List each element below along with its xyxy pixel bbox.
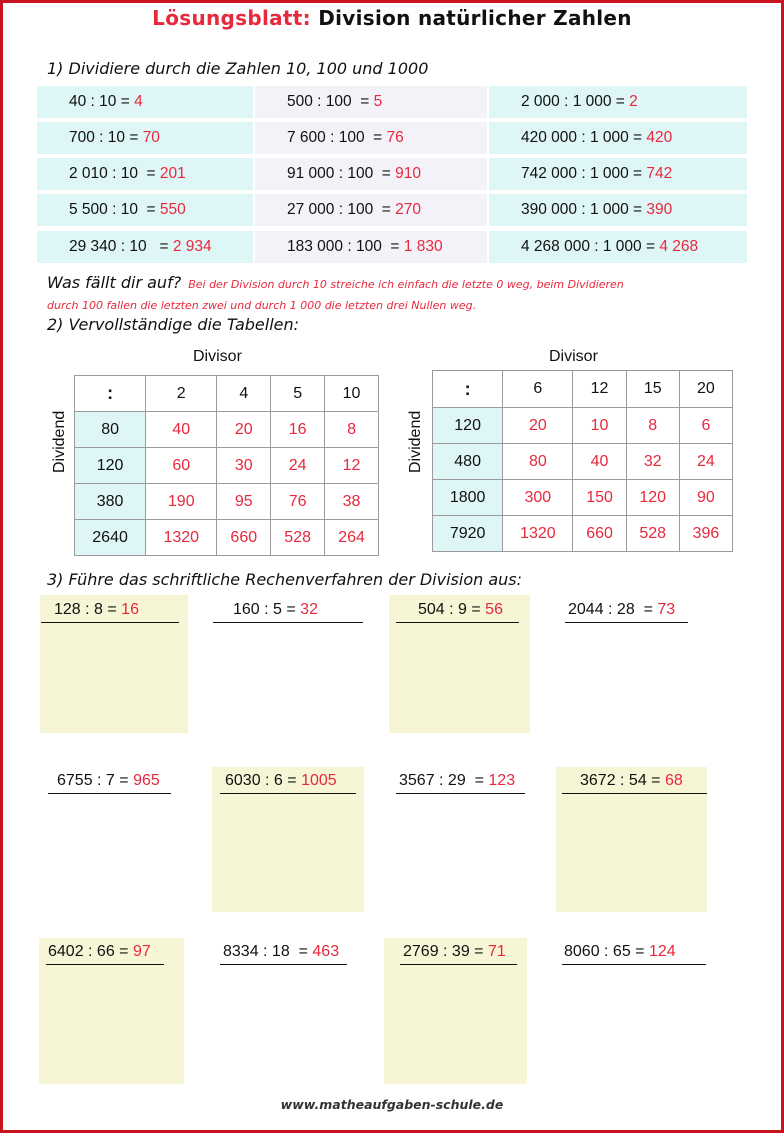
table-row [75,520,379,556]
table1-result-cell: 38 [325,484,379,520]
task1-result: 270 [395,201,422,218]
table1-result-cell: 190 [146,484,217,520]
division-expression: 6755 : 7 = [57,772,134,789]
table2-result-cell: 396 [679,516,732,552]
task1-cell [37,194,253,226]
table2-result-cell: 32 [626,444,679,480]
page-title [0,6,784,30]
division-result: 463 [312,943,340,960]
table1-result-cell: 8 [325,412,379,448]
task1-cell [489,158,747,190]
division-result: 32 [300,601,318,618]
division-problem [562,941,706,965]
division-expression: 2044 : 28 = [568,601,658,618]
task1-expression: 183 000 : 100 = [287,238,404,255]
task1-cell [255,194,487,226]
task1-result: 420 [646,129,673,146]
table1-divisor-label: Divisor [193,348,242,365]
table1-result-cell: 24 [271,448,325,484]
task1-expression: 91 000 : 100 = [287,165,396,182]
division-problem [48,770,171,794]
table1-divisor-header: 10 [325,376,379,412]
task1-expression: 2 010 : 10 = [69,165,160,182]
task1-result: 5 [373,93,383,110]
section1-heading: 1) Dividiere durch die Zahlen 10, 100 und 1000 [47,59,429,78]
task1-expression: 700 : 10 = [69,129,143,146]
task1-result: 4 [134,93,143,110]
table2-result-cell: 80 [503,444,573,480]
division-problem [400,941,517,965]
task1-result: 4 268 [659,238,699,255]
table2-result-cell: 20 [503,408,573,444]
division-problem [220,941,347,965]
task1-result: 550 [159,201,186,218]
division-expression: 8060 : 65 = [564,943,649,960]
task1-expression: 2 000 : 1 000 = [521,93,630,110]
table2-divisor-header: 15 [626,371,679,408]
section3-heading: 3) Führe das schriftliche Rechenverfahren der Division aus: [47,570,523,589]
table2-divisor-header: 6 [503,371,573,408]
task1-expression: 500 : 100 = [287,93,374,110]
task1-expression: 5 500 : 10 = [69,201,160,218]
question-block [47,272,747,316]
division-expression: 128 : 8 = [54,601,122,618]
table2-dividend-label: Dividend [407,410,424,473]
task1-result: 910 [395,165,422,182]
division-expression: 160 : 5 = [233,601,301,618]
division-expression: 6402 : 66 = [48,943,133,960]
task1-expression: 7 600 : 100 = [287,129,387,146]
table-row [433,444,733,480]
table1-result-cell: 264 [325,520,379,556]
table2-result-cell: 150 [573,480,626,516]
table2-divisor-label: Divisor [549,348,598,365]
task1-cell [37,231,253,263]
table2-result-cell: 40 [573,444,626,480]
division-problem [220,770,356,794]
task1-result: 2 934 [172,238,212,255]
table1-result-cell: 60 [146,448,217,484]
table1-dividend-cell: 380 [75,484,146,520]
table1-dividend-cell: 120 [75,448,146,484]
table2-result-cell: 90 [679,480,732,516]
division-result: 56 [485,601,503,618]
task1-result: 742 [646,165,673,182]
division-expression: 3672 : 54 = [580,772,665,789]
table1 [74,375,379,556]
task1-expression: 742 000 : 1 000 = [521,165,647,182]
table2-dividend-cell: 7920 [433,516,503,552]
task1-expression: 390 000 : 1 000 = [521,201,647,218]
table2-dividend-cell: 480 [433,444,503,480]
task1-cell [489,231,747,263]
table1-divisor-header: 4 [217,376,271,412]
task1-expression: 420 000 : 1 000 = [521,129,647,146]
table2-result-cell: 120 [626,480,679,516]
table-row [75,448,379,484]
division-problem [396,770,525,794]
table1-result-cell: 1320 [146,520,217,556]
table1-result-cell: 16 [271,412,325,448]
table1-result-cell: 12 [325,448,379,484]
table2-corner: : [433,371,503,408]
table-row [75,484,379,520]
division-expression: 2769 : 39 = [403,943,488,960]
task1-cell [489,122,747,154]
division-result: 97 [132,943,151,960]
division-expression: 504 : 9 = [418,601,486,618]
task1-result: 70 [142,129,160,146]
division-result: 124 [648,943,676,960]
task1-expression: 27 000 : 100 = [287,201,396,218]
division-result: 68 [664,772,683,789]
table2-dividend-cell: 1800 [433,480,503,516]
title-prefix: Lösungsblatt: [152,6,311,30]
task1-result: 76 [386,129,404,146]
table1-divisor-header: 5 [271,376,325,412]
table2 [432,370,733,552]
table2-result-cell: 6 [679,408,732,444]
task1-expression: 4 268 000 : 1 000 = [521,238,660,255]
table-row [433,516,733,552]
division-result: 73 [657,601,676,618]
table2-result-cell: 10 [573,408,626,444]
table1-result-cell: 20 [217,412,271,448]
footer-url: www.matheaufgaben-schule.de [280,1097,504,1112]
division-problem [46,941,164,965]
division-result: 71 [487,943,506,960]
table-row [433,408,733,444]
division-expression: 3567 : 29 = [399,772,489,789]
task1-result: 1 830 [403,238,443,255]
task1-cell [37,158,253,190]
table2-result-cell: 8 [626,408,679,444]
division-result: 16 [121,601,139,618]
task1-cell [255,158,487,190]
division-problem [213,599,363,623]
question-answer-line1: Bei der Division durch 10 streiche ich einfach die letzte 0 weg, beim Dividieren [188,278,624,291]
division-problem [565,599,688,623]
division-result: 965 [133,772,160,789]
task1-cell [255,231,487,263]
task1-result: 2 [629,93,638,110]
table2-result-cell: 1320 [503,516,573,552]
table1-divisor-header: 2 [146,376,217,412]
table2-result-cell: 300 [503,480,573,516]
table-row [433,480,733,516]
table1-result-cell: 528 [271,520,325,556]
table1-result-cell: 30 [217,448,271,484]
division-expression: 8334 : 18 = [223,943,313,960]
question-label: Was fällt dir auf? [47,273,182,292]
table1-result-cell: 95 [217,484,271,520]
table2-divisor-header: 12 [573,371,626,408]
table1-result-cell: 76 [271,484,325,520]
task1-cell [255,86,487,118]
division-problem [41,599,179,623]
task1-result: 390 [646,201,673,218]
task1-expression: 29 340 : 10 = [69,238,173,255]
task1-result: 201 [159,165,186,182]
task1-cell [255,122,487,154]
division-result: 123 [488,772,516,789]
table2-result-cell: 24 [679,444,732,480]
title-main: Division natürlicher Zahlen [318,6,632,30]
division-result: 1005 [301,772,337,789]
task1-cell [489,86,747,118]
table1-dividend-label: Dividend [51,410,68,473]
question-answer-line2: durch 100 fallen die letzten zwei und durch 1 000 die letzten drei Nullen weg. [47,299,477,312]
table1-corner: : [75,376,146,412]
table2-divisor-header: 20 [679,371,732,408]
task1-expression: 40 : 10 = [69,93,135,110]
table1-result-cell: 40 [146,412,217,448]
table-row [75,412,379,448]
task1-cell [37,86,253,118]
table1-dividend-cell: 80 [75,412,146,448]
section2-heading: 2) Vervollständige die Tabellen: [47,315,300,334]
table2-dividend-cell: 120 [433,408,503,444]
division-problem [396,599,519,623]
task1-cell [37,122,253,154]
task1-cell [489,194,747,226]
division-expression: 6030 : 6 = [225,772,302,789]
table1-dividend-cell: 2640 [75,520,146,556]
table1-result-cell: 660 [217,520,271,556]
table2-result-cell: 660 [573,516,626,552]
division-problem [562,770,707,794]
table2-result-cell: 528 [626,516,679,552]
